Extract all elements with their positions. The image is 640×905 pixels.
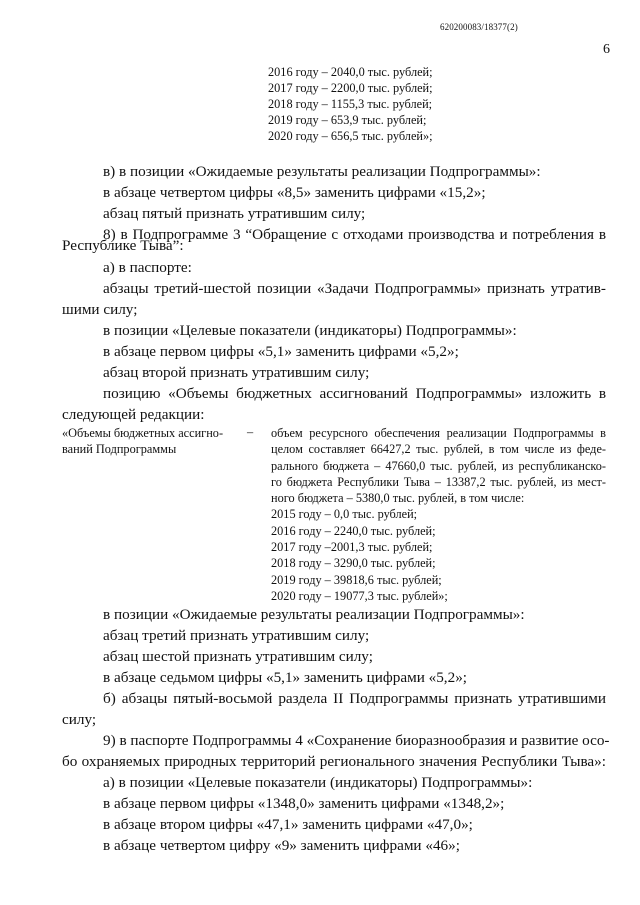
year-line: 2020 году – 656,5 тыс. рублей»; <box>268 129 433 143</box>
table-dash: – <box>247 425 254 439</box>
table-label-line: «Объемы бюджетных ассигно- <box>62 426 224 440</box>
table-year-line: 2020 году – 19077,3 тыс. рублей»; <box>271 588 448 603</box>
table-label-line: ваний Подпрограммы <box>62 442 177 456</box>
paragraph: б) абзацы пятый-восьмой раздела II Подпрограммы признать утратившими <box>103 690 606 707</box>
document-id: 620200083/18377(2) <box>440 22 518 32</box>
paragraph: в) в позиции «Ожидаемые результаты реализации Подпрограммы»: <box>103 163 541 180</box>
paragraph: в позиции «Целевые показатели (индикаторы) Подпрограммы»: <box>103 322 517 339</box>
table-value-line: рального бюджета – 47660,0 тыс. рублей, из республиканско- <box>271 458 606 473</box>
table-year-line: 2016 году – 2240,0 тыс. рублей; <box>271 523 436 538</box>
table-year-line: 2015 году – 0,0 тыс. рублей; <box>271 507 418 522</box>
table-value-cell <box>271 425 606 604</box>
page-number: 6 <box>603 42 610 57</box>
paragraph: в абзаце первом цифры «1348,0» заменить цифрами «1348,2»; <box>103 795 505 812</box>
year-line: 2016 году – 2040,0 тыс. рублей; <box>268 65 433 79</box>
table-label-cell <box>62 425 242 457</box>
paragraph: в абзаце седьмом цифры «5,1» заменить цифрами «5,2»; <box>103 669 468 686</box>
table-value-line: целом составляет 66427,2 тыс. рублей, в том числе из феде- <box>271 442 606 457</box>
paragraph: а) в позиции «Целевые показатели (индикаторы) Подпрограммы»: <box>103 774 533 791</box>
paragraph: позицию «Объемы бюджетных ассигнований Подпрограммы» изложить в <box>103 385 606 402</box>
paragraph: 8) в Подпрограмме 3 “Обращение с отходами производства и потребления в <box>103 226 606 243</box>
paragraph-continuation: Республике Тыва”: <box>62 237 184 254</box>
table-value-line: го бюджета Республики Тыва – 13387,2 тыс. рублей, из мест- <box>271 474 606 489</box>
table-year-line: 2018 году – 3290,0 тыс. рублей; <box>271 556 436 571</box>
year-line: 2019 году – 653,9 тыс. рублей; <box>268 113 427 127</box>
paragraph-continuation: шими силу; <box>62 301 138 318</box>
year-line: 2017 году – 2200,0 тыс. рублей; <box>268 81 433 95</box>
paragraph-continuation: следующей редакции: <box>62 406 205 423</box>
paragraph: абзац шестой признать утратившим силу; <box>103 648 373 665</box>
paragraph: в абзаце первом цифры «5,1» заменить цифрами «5,2»; <box>103 343 459 360</box>
table-year-line: 2017 году –2001,3 тыс. рублей; <box>271 540 433 555</box>
paragraph: в абзаце четвертом цифру «9» заменить цифрами «46»; <box>103 837 460 854</box>
table-value-line: ного бюджета – 5380,0 тыс. рублей, в том числе: <box>271 491 525 506</box>
paragraph: абзац второй признать утратившим силу; <box>103 364 370 381</box>
year-line: 2018 году – 1155,3 тыс. рублей; <box>268 97 433 111</box>
paragraph: в позиции «Ожидаемые результаты реализации Подпрограммы»: <box>103 606 525 623</box>
paragraph: 9) в паспорте Подпрограммы 4 «Сохранение биоразнообразия и развитие осо- <box>103 732 610 749</box>
paragraph-continuation: силу; <box>62 711 97 728</box>
paragraph: абзац третий признать утратившим силу; <box>103 627 370 644</box>
paragraph-continuation: бо охраняемых природных территорий регионального значения Республики Тыва»: <box>62 753 606 770</box>
paragraph: в абзаце четвертом цифры «8,5» заменить цифрами «15,2»; <box>103 184 486 201</box>
paragraph: абзацы третий-шестой позиции «Задачи Подпрограммы» признать утратив- <box>103 280 606 297</box>
paragraph: а) в паспорте: <box>103 259 192 276</box>
table-year-line: 2019 году – 39818,6 тыс. рублей; <box>271 572 442 587</box>
paragraph: абзац пятый признать утратившим силу; <box>103 205 366 222</box>
paragraph: в абзаце втором цифры «47,1» заменить цифрами «47,0»; <box>103 816 473 833</box>
table-value-line: объем ресурсного обеспечения реализации Подпрограммы в <box>271 426 606 440</box>
